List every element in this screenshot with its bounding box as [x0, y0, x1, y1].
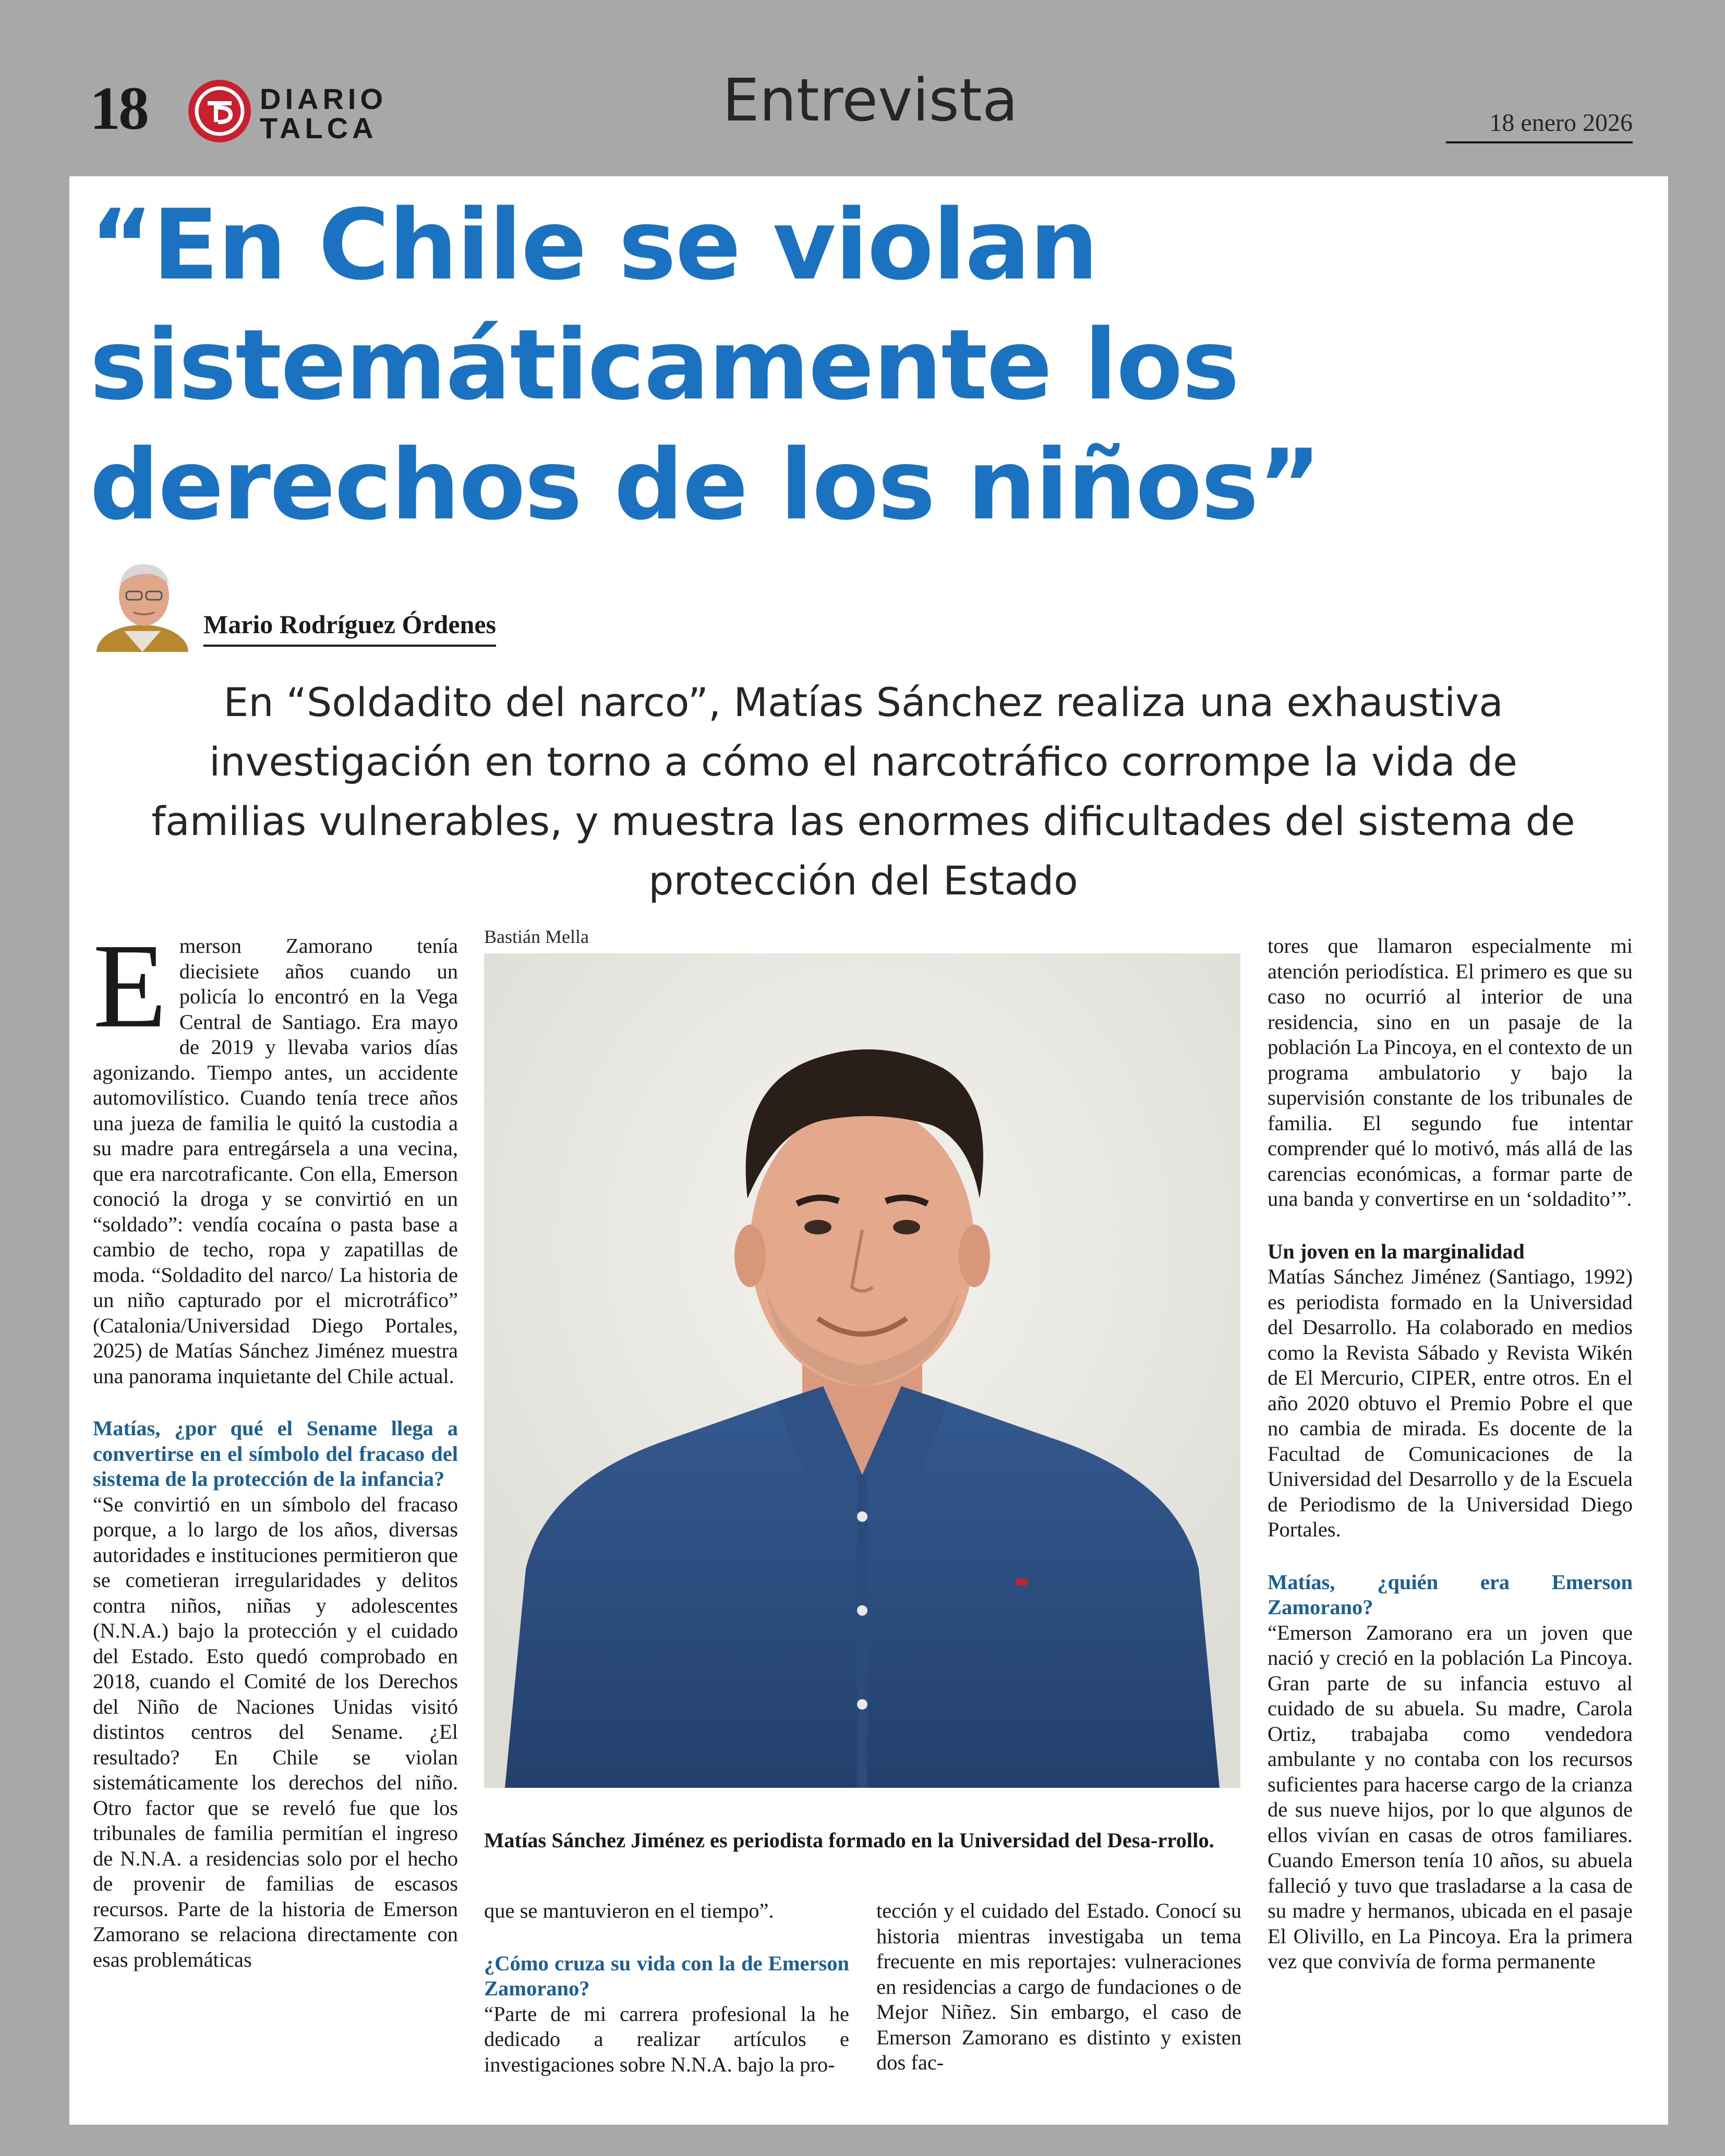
deck-line: protección del Estado	[648, 857, 1078, 904]
author-bio: Matías Sánchez Jiménez (Santiago, 1992) es periodista formado en la Universidad del Desarrollo. Ha colaborado en medios como la Revista Sábado y Revista Wikén de El Mercurio, CIPER, entre otros. En el año 2020 obtuvo el Premio Pobre el que no cambia de mirada. Es docente de la Facultad de Comunicaciones de la Universidad del Desarrollo y de la Escuela de Periodismo de la Universidad Diego Portales.	[1268, 1265, 1633, 1541]
headline-line: derechos de los niños”	[90, 428, 1321, 541]
photo-caption: Matías Sánchez Jiménez es periodista formado en la Universidad del Desa-rrollo.	[484, 1828, 1214, 1852]
column-1	[93, 919, 458, 1972]
deck-line: familias vulnerables, y muestra las enormes dificultades del sistema de	[151, 798, 1575, 844]
logo-line-1: DIARIO	[260, 82, 387, 115]
interview-question: ¿Cómo cruza su vida con la de Emerson Zamorano?	[484, 1951, 849, 2000]
author-portrait	[93, 548, 192, 652]
column-4	[1268, 934, 1633, 1975]
headline-line: sistemáticamente los	[90, 308, 1239, 421]
interview-question: Matías, ¿quién era Emerson Zamorano?	[1268, 1570, 1633, 1619]
interview-question: Matías, ¿por qué el Sename llega a convertirse en el símbolo del fracaso del sistema de la protección de la infancia?	[93, 1416, 458, 1491]
deck-line: En “Soldadito del narco”, Matías Sánchez realiza una exhaustiva	[223, 679, 1503, 725]
answer-continuation: tores que llamaron especialmente mi atención periodística. El primero es que su caso no ocurrió al interior de una residencia, sino en un pasaje de la población La Pincoya, en el contexto de un programa ambulatorio y bajo la supervisión constante de los tribunales de familia. El segundo fue intentar comprender qué lo motivó, más allá de las carencias económicas, a formar parte de una banda y convertirse en un ‘soldadito’”.	[1268, 934, 1633, 1210]
section-subhead: Un joven en la marginalidad	[1268, 1239, 1525, 1263]
interview-answer: “Parte de mi carrera profesional la he dedicado a realizar artículos e investigaciones sobre N.N.A. bajo la pro-	[484, 2002, 849, 2076]
logo-line-2: TALCA	[260, 112, 378, 144]
interview-answer: “Emerson Zamorano era un joven que nació y creció en la población La Pincoya. Gran parte de su infancia estuvo al cuidado de su abuela. Su madre, Carola Ortiz, trabajaba como vendedora ambulante y no contaba con los recursos suficientes para hacerse cargo de la crianza de sus nueve hijos, por lo que algunos de ellos vivían en casas de otros familiares. Cuando Emerson tenía 10 años, su abuela falleció y tuvo que trasladarse a la casa de su madre y hermanos, ubicada en el pasaje El Olivillo, en La Pincoya. Era la primera vez que convivía de forma permanente	[1268, 1620, 1633, 1973]
column-3	[876, 1898, 1241, 2076]
article-deck	[83, 673, 1643, 911]
section-title: Entrevista	[722, 67, 1018, 135]
headline-line: “En Chile se violan	[90, 188, 1097, 301]
logo-wordmark	[260, 84, 387, 143]
portrait-photo	[484, 953, 1240, 1788]
intro-paragraph: merson Zamorano tenía diecisiete años cuando un policía lo encontró en la Vega Central de Santiago. Era mayo de 2019 y llevaba varios días agonizando. Tiempo antes, un accidente automovilístico. Cuando tenía trece años una jueza de familia le quitó la custodia a su madre para entregársela a una vecina, que era narcotraficante. Con ella, Emerson conoció la droga y se convirtió en un “soldado”: vendía cocaína o pasta base a cambio de techo, ropa y zapatillas de moda. “Soldadito del narco/ La historia de un niño capturado por el microtráfico” (Catalonia/Universidad Diego Portales, 2025) de Matías Sánchez Jiménez muestra una panorama inquietante del Chile actual.	[93, 934, 458, 1388]
photo-credit: Bastián Mella	[484, 926, 589, 947]
issue-date: 18 enero 2026	[1446, 108, 1633, 143]
author-byline: Mario Rodríguez Órdenes	[203, 609, 496, 647]
interview-answer: “Se convirtió en un símbolo del fracaso porque, a lo largo de los años, diversas autoridades e instituciones permitieron que se cometieran irregularidades y delitos contra niños, niñas y adolescentes (N.N.A.) bajo la protección y el cuidado del Estado. Esto quedó comprobado en 2018, cuando el Comité de los Derechos del Niño de Naciones Unidas visitó distintos centros del Sename. ¿El resultado? En Chile se violan sistemáticamente los derechos del niño. Otro factor que se reveló fue que los tribunales de familia permitían el ingreso de N.N.A. a residencias solo por el hecho de provenir de familias de escasos recursos. Parte de la historia de Emerson Zamorano se relaciona directamente con esas problemáticas	[93, 1492, 458, 1971]
page-number: 18	[90, 74, 147, 142]
column-2	[484, 1898, 849, 2077]
answer-continuation: que se mantuvieron en el tiempo”.	[484, 1899, 774, 1922]
headline	[90, 185, 1602, 545]
drop-cap: E	[93, 919, 167, 1053]
answer-continuation: tección y el cuidado del Estado. Conocí su historia mientras investigaba un tema frecuente en mis reportajes: vulneraciones en residencias a cargo de fundaciones o de Mejor Niñez. Sin embargo, el caso de Emerson Zamorano es distinto y existen dos fac-	[876, 1899, 1241, 2074]
diario-talca-logo-icon	[187, 78, 252, 144]
deck-line: investigación en torno a cómo el narcotráfico corrompe la vida de	[209, 738, 1517, 785]
